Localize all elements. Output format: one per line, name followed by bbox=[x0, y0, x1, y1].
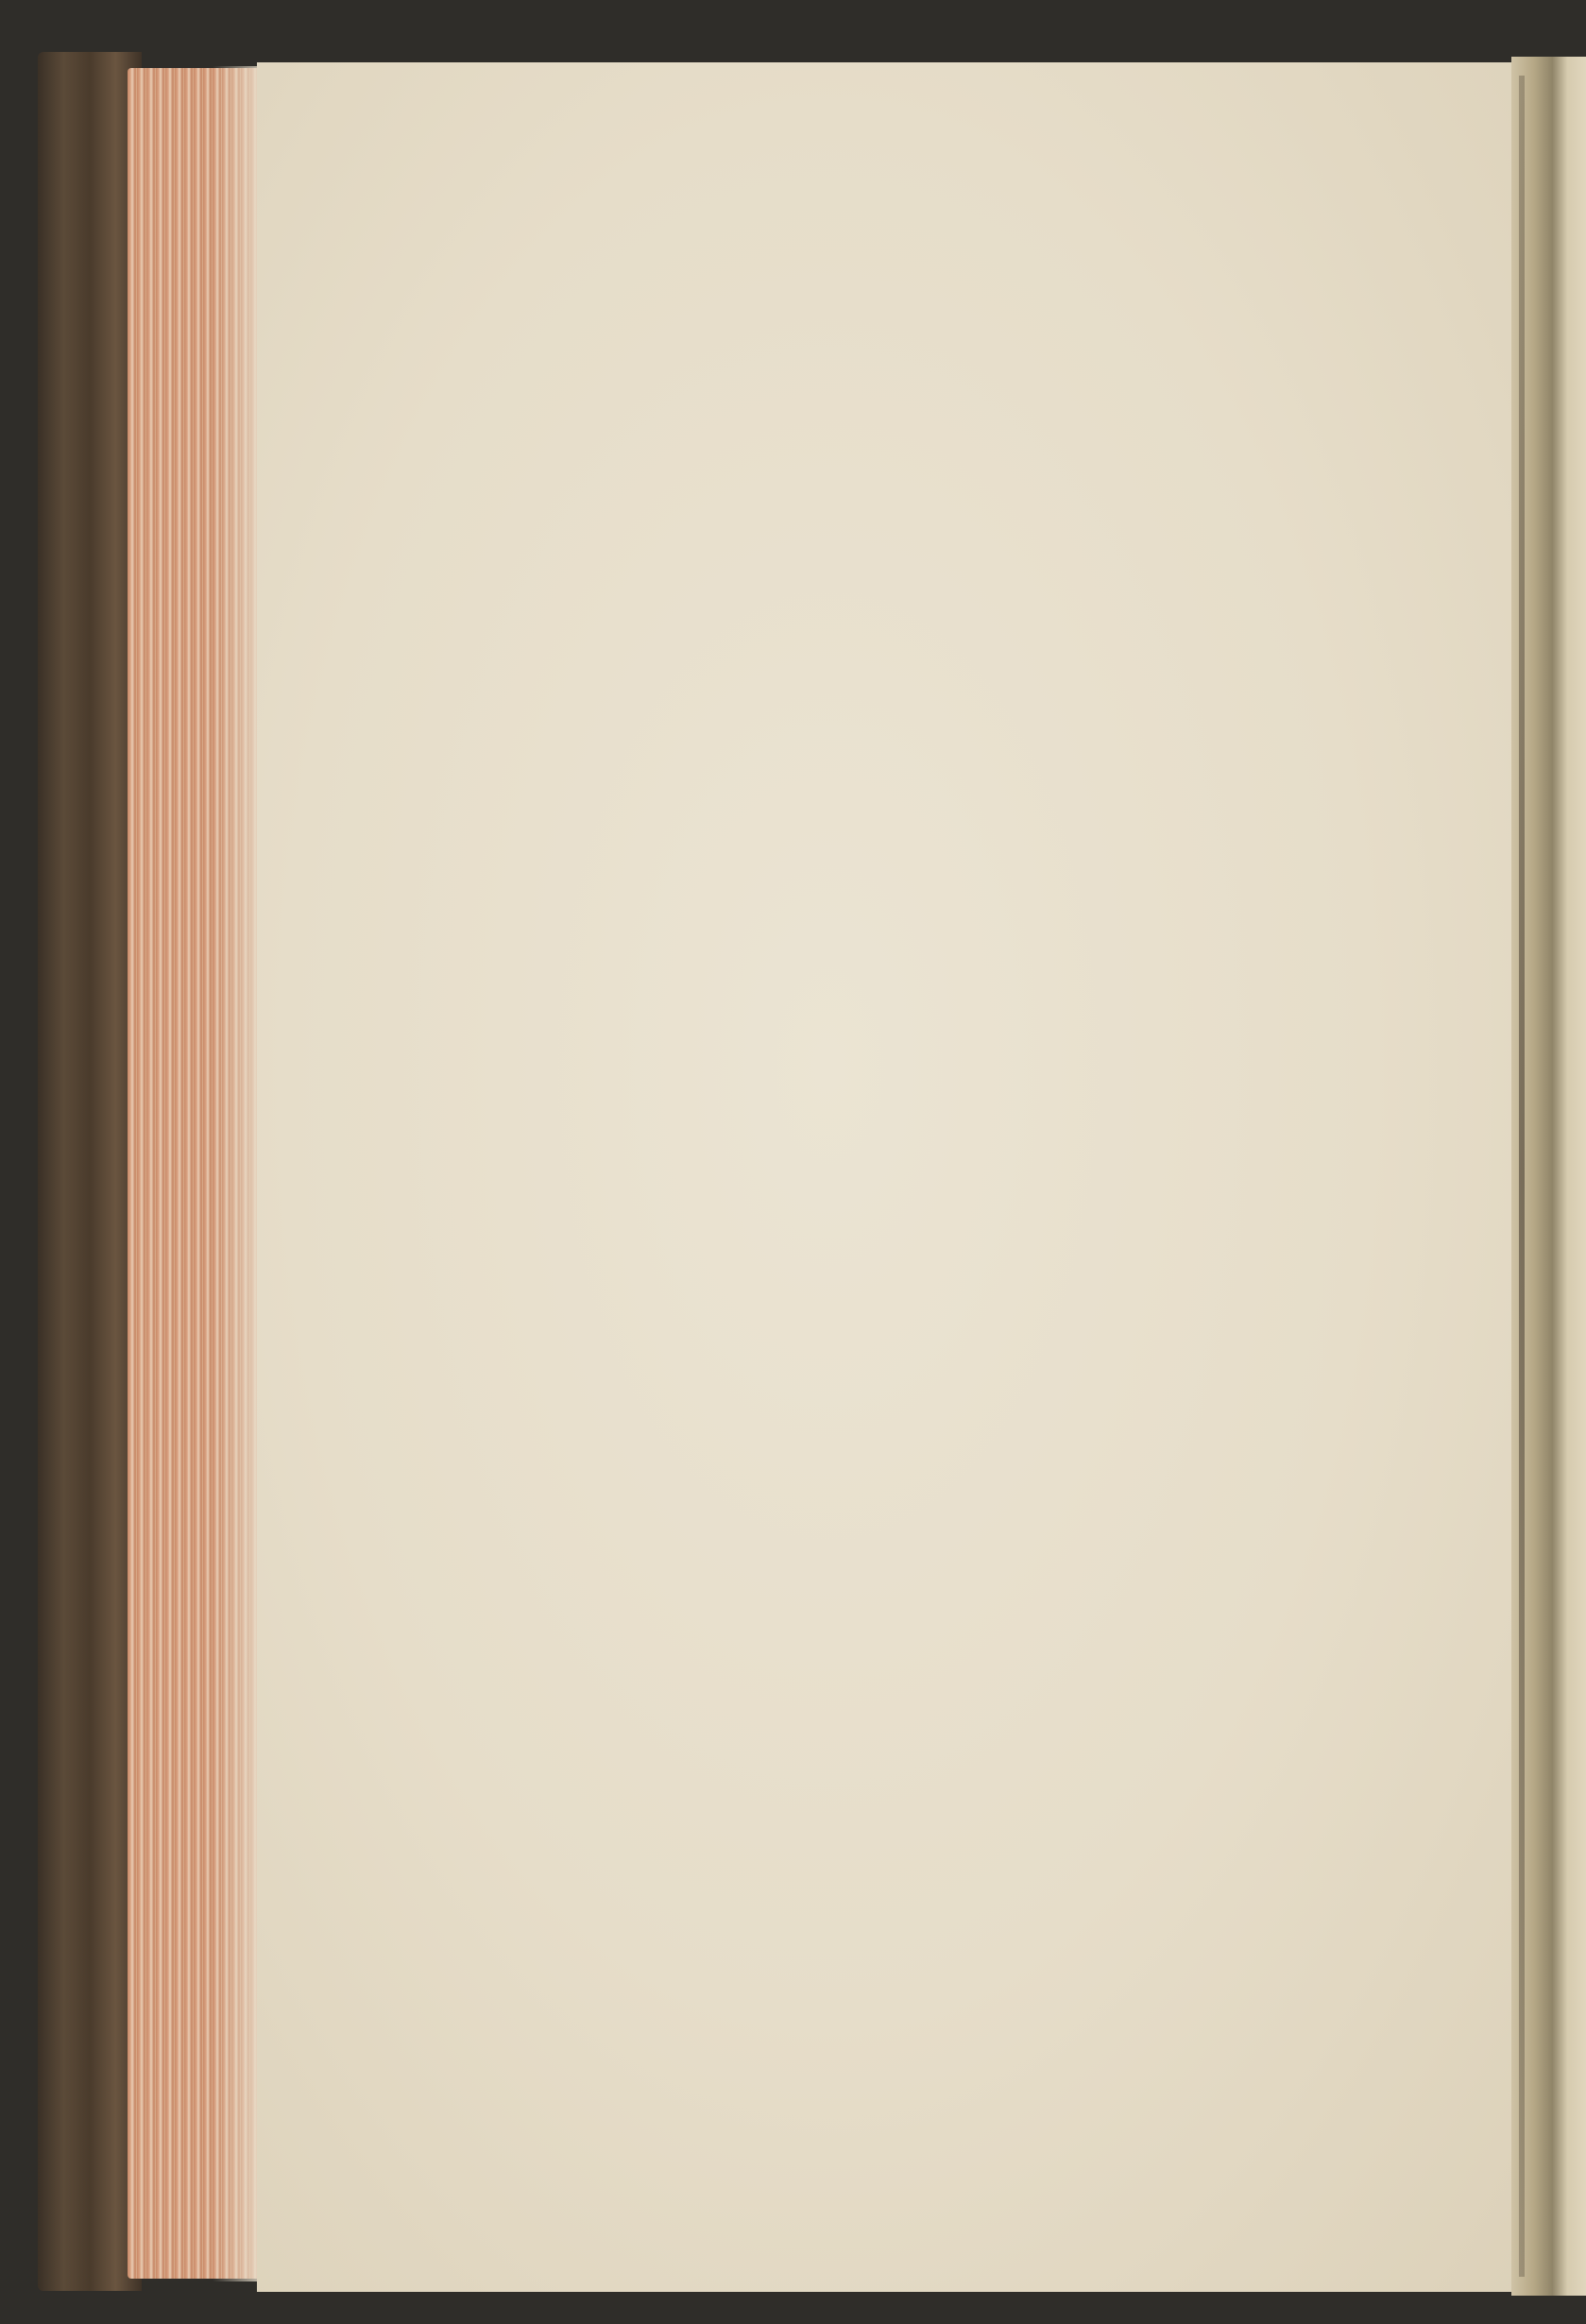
page-sheet bbox=[257, 62, 1527, 2292]
gutter-shadow bbox=[1519, 76, 1525, 2277]
book-cover bbox=[38, 52, 142, 2291]
